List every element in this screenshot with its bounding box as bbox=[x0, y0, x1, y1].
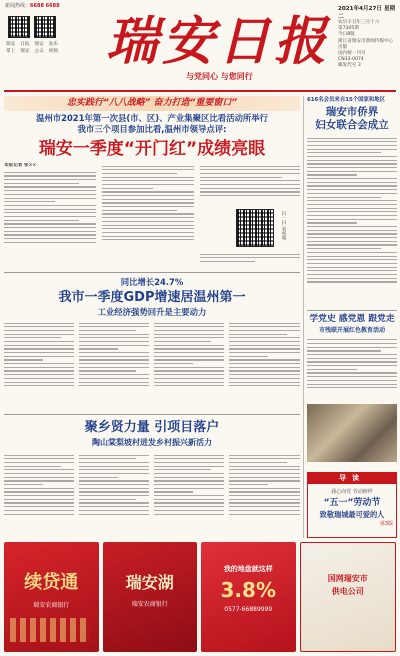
top-banner bbox=[4, 96, 300, 111]
banner-text: 忠实践行“八八战略” 奋力打造“重要窗口” bbox=[66, 98, 238, 108]
right2-headline: 学党史 感党恩 跟党走 bbox=[309, 313, 395, 324]
gdp-body-col-4 bbox=[229, 320, 300, 410]
rural-body-col-2 bbox=[79, 452, 149, 538]
ad-power-supply[interactable]: 国网瑞安市 供电公司 bbox=[300, 542, 397, 652]
right-story-red-education[interactable] bbox=[307, 310, 397, 468]
guide-title-2: 致敬瑞城最可爱的人 bbox=[319, 510, 385, 519]
event-photo bbox=[307, 404, 397, 462]
qr-code-2[interactable] bbox=[34, 16, 56, 38]
guide-box[interactable] bbox=[307, 472, 397, 538]
right1-kicker: 616名会员来自15个国家和地区 bbox=[307, 97, 386, 103]
rural-body-col-3 bbox=[154, 452, 224, 538]
video-qr-caption: 扫一扫 看视频 bbox=[281, 211, 286, 241]
gdp-story[interactable] bbox=[4, 272, 300, 412]
ad-bank-rate[interactable]: 我的地盘就这样 3.8% 0577-66889999 bbox=[201, 542, 296, 652]
lead-body-col-3 bbox=[200, 163, 300, 207]
right1-body bbox=[307, 135, 397, 311]
guide-kicker: 我心向党 劳动榜样 bbox=[331, 489, 373, 495]
ad-ruian-lake[interactable]: 瑞安湖 瑞安农商银行 bbox=[103, 542, 198, 652]
lead-kicker-1: 温州市2021年第一次县(市、区)、产业集聚区比看活动所举行 bbox=[36, 113, 268, 123]
right2-body bbox=[307, 337, 397, 401]
lead-body-col-1: 本报记者 张×× bbox=[4, 163, 96, 267]
right2-subhead: 市残联开展红色教育活动 bbox=[318, 326, 385, 334]
rural-body-col-4 bbox=[229, 452, 300, 538]
gdp-kicker: 同比增长24.7% bbox=[120, 276, 184, 287]
lead-body-col-3b bbox=[200, 251, 300, 267]
guide-label: 导读 bbox=[308, 473, 396, 484]
guide-page-ref[interactable]: 第3版 bbox=[379, 521, 393, 527]
slogan: 与党同心 与您同行 bbox=[186, 72, 253, 81]
rural-headline: 聚乡贤力量 引项目落户 bbox=[84, 419, 220, 435]
rural-subhead: 陶山棠梨坡村进发乡村振兴新活力 bbox=[92, 437, 212, 447]
gdp-headline: 我市一季度GDP增速居温州第一 bbox=[58, 289, 246, 305]
video-qr-code[interactable] bbox=[236, 209, 274, 247]
gdp-body-col-2 bbox=[79, 320, 149, 410]
masthead bbox=[0, 0, 400, 92]
rural-body-col-1 bbox=[4, 452, 74, 538]
hotline: 新闻热线：6688 6688 bbox=[5, 3, 60, 9]
newspaper-logo: 瑞安日报 bbox=[106, 11, 331, 72]
qr-code-1[interactable] bbox=[8, 16, 30, 38]
lead-headline: 瑞安一季度“开门红”成绩亮眼 bbox=[38, 139, 266, 159]
gdp-body-col-1 bbox=[4, 320, 74, 410]
qr-caption-grid: 瑞安 日报 瑞安 发布 掌上 瑞安 公众 视频 bbox=[6, 42, 58, 55]
ad-loan-service[interactable]: 续贷通 瑞安农商银行 bbox=[4, 542, 99, 652]
ads-strip bbox=[4, 542, 396, 652]
rural-story[interactable] bbox=[4, 414, 300, 539]
column-divider bbox=[303, 96, 304, 538]
date-block: 2021年4月27日 星期二 农历辛丑年三月十六 第7305期 今日8版 浙江省瑞安市新闻传媒中心出版 国内统一刊号 CN33-0074 邮发代号 3 bbox=[338, 6, 396, 69]
right-story-women-federation[interactable] bbox=[307, 96, 397, 308]
lead-story[interactable] bbox=[4, 113, 300, 268]
gdp-subhead: 工业经济强势回升是主要动力 bbox=[97, 306, 207, 317]
lead-kicker-2: 我市三个项目参加比看,温州市领导点评: bbox=[77, 124, 227, 134]
masthead-divider bbox=[4, 90, 396, 92]
guide-title-1: “五一”劳动节 bbox=[323, 498, 381, 508]
right1-headline-2: 妇女联合会成立 bbox=[315, 119, 389, 131]
lead-body-col-2 bbox=[102, 163, 194, 267]
gdp-body-col-3 bbox=[154, 320, 224, 410]
right1-headline-1: 瑞安市侨界 bbox=[325, 106, 379, 118]
